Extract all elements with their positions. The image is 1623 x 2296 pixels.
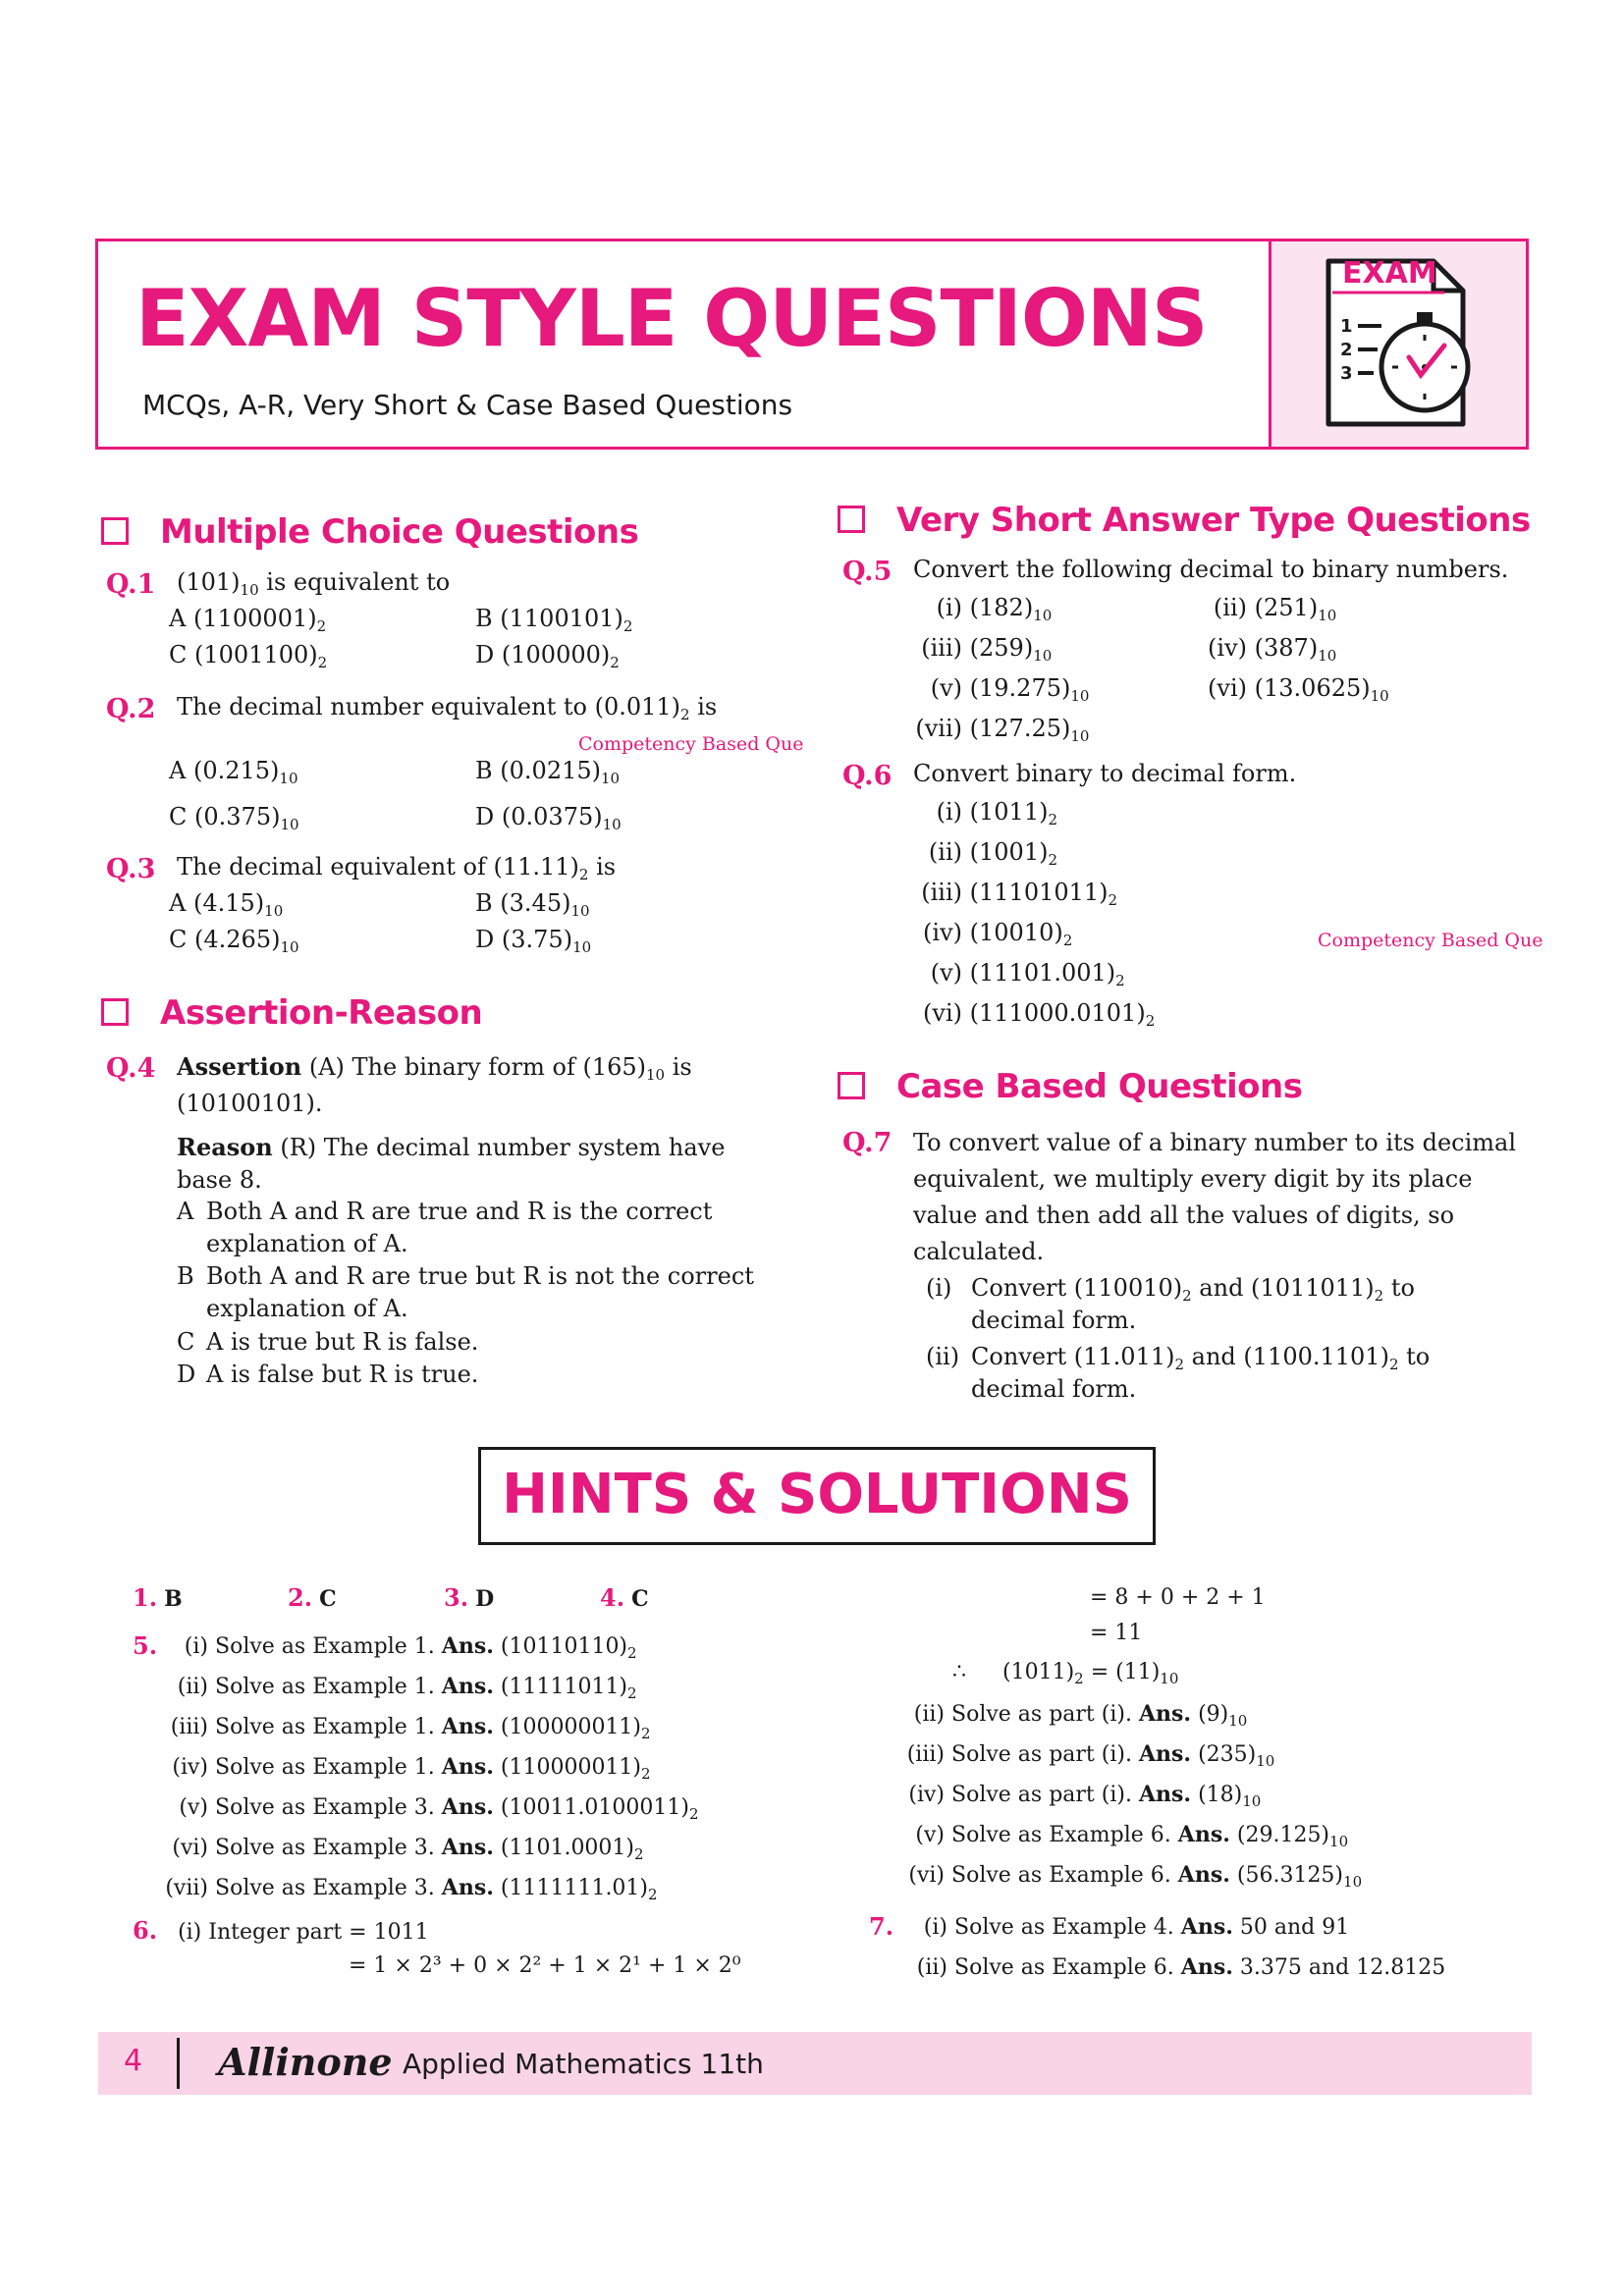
answer-1: 1. B [133, 1583, 183, 1612]
question-number: Q.4 [106, 1053, 156, 1084]
solution-6-conclusion: ∴ $(1011)_2 = (11)_{10}$ [952, 1660, 1179, 1687]
solution-row: (vi) Solve as Example 6. Ans. $(56.3125)_{10}$ [908, 1862, 1363, 1891]
solution-row: (vi) Solve as Example 3. Ans. $(1101.0001)_2$ [172, 1835, 644, 1863]
checkbox-icon [101, 517, 129, 545]
checkbox-icon [838, 1072, 865, 1099]
checkbox-icon [101, 998, 129, 1026]
list-item: (iv) $(10010)_2$ [923, 919, 1073, 950]
solution-6: 6. (i) Integer part = 1011 [133, 1916, 429, 1945]
solution-row: (i) Solve as Example 1. Ans. $(10110110)_2$ [184, 1633, 637, 1662]
question-1 [106, 564, 793, 674]
list-item: (ii) $(251)_{10}$ [1213, 594, 1337, 625]
question-text: To convert value of a binary number to its decimal equivalent, we multiply every digit by its place value and then add all the values of digits, so calculated. [913, 1129, 1517, 1265]
icon-exam-label: EXAM [1342, 256, 1437, 291]
solution-row: (ii) Solve as Example 1. Ans. $(11111011)_2$ [177, 1674, 637, 1702]
list-item: (i) $(182)_{10}$ [936, 594, 1053, 625]
solution-6-sum: = 8 + 0 + 2 + 1 [1090, 1585, 1266, 1610]
list-item: (v) $(19.275)_{10}$ [930, 674, 1090, 706]
question-number: Q.2 [106, 694, 156, 724]
hints-heading: HINTS & SOLUTIONS [502, 1463, 1132, 1526]
list-item: (vii) $(127.25)_{10}$ [915, 715, 1090, 746]
competency-tag: Competency Based Que [578, 733, 804, 755]
question-text: The decimal equivalent of $(11.11)_2$ is [177, 853, 617, 883]
list-item: (vi) $(13.0625)_{10}$ [1208, 674, 1389, 706]
solution-6-expansion: = 1 × 2³ + 0 × 2² + 1 × 2¹ + 1 × 2⁰ [349, 1953, 741, 1978]
solution-row: (ii) Solve as part (i). Ans. $(9)_{10}$ [913, 1701, 1248, 1730]
solution-row: (vii) Solve as Example 3. Ans. $(1111111.01)_2$ [165, 1875, 658, 1903]
checkbox-icon [838, 506, 865, 533]
list-item: (iii) $(11101011)_2$ [921, 879, 1118, 910]
solution-rows [912, 1907, 1445, 1988]
svg-text:2: 2 [1340, 340, 1353, 360]
question-text: $(101)_{10}$ is equivalent to [177, 568, 451, 599]
list-item: (iii) $(259)_{10}$ [921, 634, 1053, 666]
exam-icon-panel [1269, 241, 1526, 447]
question-6 [842, 756, 1530, 1034]
list-item: (v) $(11101.001)_2$ [930, 959, 1125, 990]
assertion-text: Assertion (A) The binary form of $(165)_{10}$ is (10100101). [177, 1052, 692, 1118]
solution-5: 5. (i) Solve as Example 1. Ans. $(10110110)_2$ (ii) Solve as Example 1. Ans. $(11111011)_2$ (iii) Solve as Example 1. Ans. $(100000011)_2$ (iv) Solve as Example 1. Ans. $(110000011)_2$ (v) Solve as Example 3. Ans. $(10011.0100011)_2$ (vi) Solve as Example 3. Ans. $(1101.0001)_2$ (vii) Solve as Example 3. Ans. $(1111111.01)_2$ [133, 1627, 699, 1908]
question-text: Convert the following decimal to binary numbers. [913, 556, 1509, 583]
option-a: A $(0.215)_{10}$ [169, 757, 298, 788]
option-d: D $(0.0375)_{10}$ [475, 803, 622, 834]
list-item: (iv) $(387)_{10}$ [1208, 634, 1337, 666]
svg-text:1: 1 [1340, 316, 1353, 337]
sub-question-i: (i) Convert $(110010)_2$ and $(1011011)_2$ to decimal form. [926, 1274, 1415, 1334]
book-title: Applied Mathematics 11th [403, 2048, 764, 2080]
option-c: C $(0.375)_{10}$ [169, 803, 299, 834]
question-number: Q.6 [842, 761, 893, 791]
section-heading-mcq: Multiple Choice Questions [101, 512, 638, 552]
reason-text: Reason (R) The decimal number system have base 8. [177, 1133, 726, 1194]
section-heading-vsa: Very Short Answer Type Questions [838, 501, 1531, 540]
option-d: D $(3.75)_{10}$ [475, 926, 592, 957]
page-title: EXAM STYLE QUESTIONS [135, 273, 1208, 364]
solution-row: (v) Solve as Example 6. Ans. $(29.125)_{10}$ [915, 1822, 1349, 1850]
solution-7: 7. (i) Solve as Example 4. Ans. 50 and 91 (ii) Solve as Example 6. Ans. 3.375 and 12.8125 [869, 1907, 1445, 1988]
solution-rows [157, 1627, 699, 1908]
options [169, 601, 793, 673]
section-heading-case: Case Based Questions [838, 1067, 1302, 1106]
exam-clipboard-icon [1271, 241, 1526, 447]
solution-row: (iii) Solve as Example 1. Ans. $(100000011)_2$ [170, 1714, 651, 1742]
question-5 [842, 552, 1530, 749]
answer-3: 3. D [444, 1583, 495, 1612]
solution-row: (v) Solve as Example 3. Ans. $(10011.0100011)_2$ [179, 1794, 699, 1823]
solution-6-result: = 11 [1090, 1621, 1143, 1645]
section-heading-ar: Assertion-Reason [101, 993, 482, 1033]
solution-6-rows [884, 1694, 1362, 1896]
question-number: Q.3 [106, 854, 156, 884]
option-c: C $(4.265)_{10}$ [169, 926, 299, 957]
question-7 [842, 1125, 1530, 1406]
page-subtitle: MCQs, A-R, Very Short & Case Based Questions [142, 389, 793, 421]
option-b: B $(1100101)_2$ [475, 605, 633, 636]
solution-row: (ii) Solve as Example 6. Ans. 3.375 and 12.8125 [916, 1954, 1446, 1980]
question-3 [106, 849, 793, 959]
list-item: (ii) $(1001)_2$ [928, 838, 1057, 870]
option-a: A $(1100001)_2$ [169, 605, 327, 636]
option-c: C $(1001100)_2$ [169, 641, 328, 672]
question-number: Q.1 [106, 569, 156, 600]
option-d: D $(100000)_2$ [475, 641, 620, 672]
question-2 [106, 689, 804, 836]
solution-row: (iii) Solve as part (i). Ans. $(235)_{10}$ [906, 1741, 1275, 1770]
item-list [913, 588, 1530, 749]
options [169, 753, 793, 835]
solution-row: (iv) Solve as Example 1. Ans. $(110000011)_2$ [172, 1754, 651, 1783]
option-b: B $(3.45)_{10}$ [475, 889, 590, 921]
competency-tag: Competency Based Que [1318, 930, 1543, 951]
option-c: C A is true but R is false. [177, 1327, 479, 1356]
item-list [913, 792, 1530, 1034]
sub-question-ii: (ii) Convert $(11.011)_2$ and $(1100.1101)_2$ to decimal form. [926, 1343, 1431, 1403]
option-a: A $(4.15)_{10}$ [169, 889, 284, 921]
solution-row: (i) Solve as Example 4. Ans. 50 and 91 [923, 1914, 1350, 1940]
brand-logo: Allinone [218, 2040, 393, 2084]
question-4 [106, 1048, 774, 1391]
question-number: Q.5 [842, 557, 893, 587]
list-item: (i) $(1011)_2$ [936, 798, 1057, 829]
solution-row: (iv) Solve as part (i). Ans. $(18)_{10}$ [908, 1782, 1262, 1810]
options [169, 885, 793, 958]
answer-4: 4. C [600, 1583, 649, 1612]
page-number: 4 [124, 2044, 143, 2078]
question-number: Q.7 [842, 1128, 893, 1158]
list-item: (vi) $(111000.0101)_2$ [923, 999, 1156, 1031]
answer-2: 2. C [288, 1583, 337, 1612]
question-text: The decimal number equivalent to $(0.011)_2$ is [177, 693, 718, 723]
option-a: A Both A and R are true and R is the correct explanation of A. [177, 1198, 713, 1258]
option-d: D A is false but R is true. [177, 1360, 479, 1388]
footer-divider [177, 2038, 180, 2089]
option-b: B Both A and R are true but R is not the correct explanation of A. [177, 1262, 754, 1323]
option-b: B $(0.0215)_{10}$ [475, 757, 621, 788]
question-text: Convert binary to decimal form. [913, 760, 1297, 787]
svg-text:3: 3 [1340, 363, 1353, 384]
options [177, 1196, 774, 1391]
